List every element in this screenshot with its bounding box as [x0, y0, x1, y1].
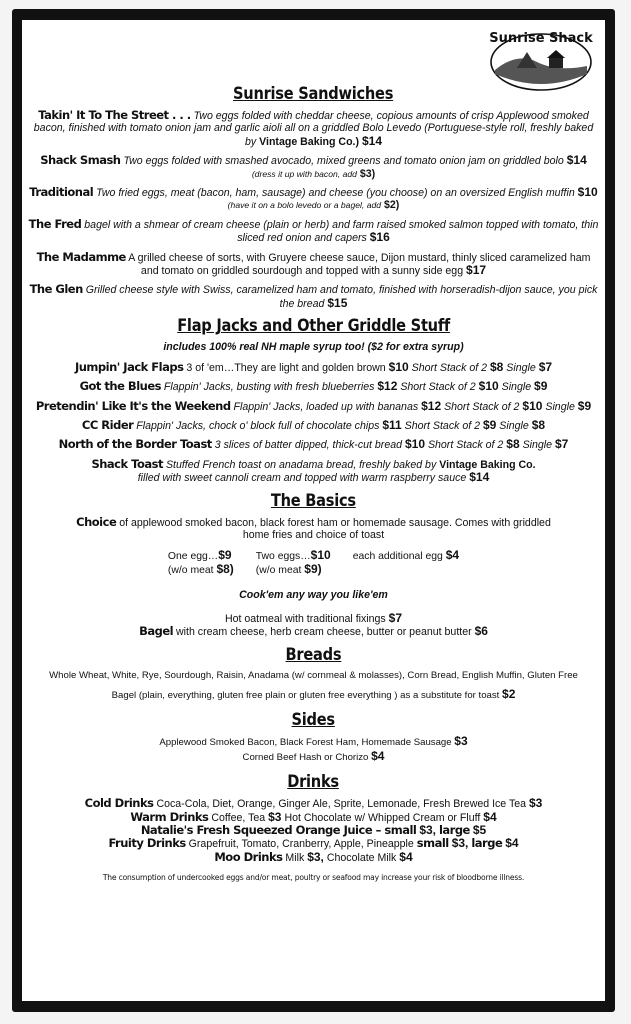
- griddle-subtitle: includes 100% real NH maple syrup too! ($2 for extra syrup): [163, 341, 464, 354]
- bagel-line: Bagel with cream cheese, herb cream cheese, butter or peanut butter $6: [139, 624, 488, 639]
- griddle-item: Shack Toast Stuffed French toast on anadama bread, freshly baked by Vintage Baking Co. filled with sweet cannoli cream and topped with warm raspberry sauce $14: [91, 456, 536, 485]
- sandwich-item: The Glen Grilled cheese style with Swiss, caramelized ham and tomato, finished with horseradish-dijon sauce, you pick the bread $15: [29, 282, 598, 310]
- drinks-oj: Natalie's Fresh Squeezed Orange Juice – small $3, large $5: [140, 823, 487, 837]
- breads-bagel: Bagel (plain, everything, gluten free plain or gluten free everything ) as a substitute for toast $2: [111, 686, 516, 701]
- sandwiches-title: Sunrise Sandwiches: [233, 84, 394, 104]
- griddle-item: CC Rider Flappin' Jacks, chock o' block full of chocolate chips $11 Short Stack of 2 $9 Single $8: [81, 417, 546, 432]
- griddle-item: Jumpin' Jack Flaps 3 of 'em…They are light and golden brown $10 Short Stack of 2 $8 Single $7: [74, 359, 553, 374]
- griddle-title: Flap Jacks and Other Griddle Stuff: [177, 316, 450, 337]
- breads-title: Breads: [285, 644, 342, 665]
- cook-line: Cook'em any way you like'em: [239, 589, 388, 602]
- sandwich-item: The Madamme A grilled cheese of sorts, with Gruyere cheese sauce, Dijon mustard, thinly sliced caramelized ham and tomato on griddled sourdough and topped with a sunny side egg $17: [36, 249, 591, 278]
- basics-title: The Basics: [271, 490, 356, 511]
- disclaimer: The consumption of undercooked eggs and/or meat, poultry or seafood may increase your risk of bloodborne illness.: [102, 873, 525, 883]
- drinks-fruity: Fruity Drinks Grapefruit, Tomato, Cranberry, Apple, Pineapple small $3, large $4: [108, 836, 519, 851]
- sides-title: Sides: [291, 710, 336, 731]
- drinks-warm: Warm Drinks Coffee, Tea $3 Hot Chocolate w/ Whipped Cream or Fluff $4: [130, 809, 497, 824]
- griddle-item: North of the Border Toast 3 slices of batter dipped, thick-cut bread $10 Short Stack of 2 $8 Single $7: [58, 437, 569, 452]
- sandwich-item: Takin' It To The Street . . . Two eggs folded with cheddar cheese, copious amounts of crisp Applewood smoked bacon, finished with tomato onion jam and garlic aioli all on a griddled Bolo Levedo (Portuguese-style roll, freshly baked by Vintage Baking Co.) $14: [33, 108, 594, 148]
- sandwich-item: Shack Smash Two eggs folded with smashed avocado, mixed greens and tomato onion jam on griddled bolo $14 (dress it up with bacon, add $3): [40, 153, 587, 180]
- drinks-title: Drinks: [287, 772, 340, 793]
- drinks-moo: Moo Drinks Milk $3, Chocolate Milk $4: [214, 849, 413, 864]
- svg-text:Sunrise Shack: Sunrise Shack: [489, 31, 593, 46]
- oatmeal-line: Hot oatmeal with traditional fixings $7: [224, 610, 403, 625]
- griddle-item: Got the Blues Flappin' Jacks, busting with fresh blueberries $12 Short Stack of 2 $10 Single $9: [79, 379, 548, 394]
- sides-line-1: Applewood Smoked Bacon, Black Forest Ham, Homemade Sausage $3: [159, 734, 468, 749]
- menu-content: [22, 84, 605, 885]
- drinks-cold: Cold Drinks Coca-Cola, Diet, Orange, Ginger Ale, Sprite, Lemonade, Fresh Brewed Ice Tea $3: [84, 796, 543, 811]
- basics-choice: Choice of applewood smoked bacon, black forest ham or homemade sausage. Comes with griddled home fries and choice of toast: [76, 514, 551, 541]
- sides-line-2: Corned Beef Hash or Chorizo $4: [242, 748, 385, 763]
- basics-prices: One egg…$9 (w/o meat $8) Two eggs…$10 (w/o meat $9) each additional egg $4: [167, 548, 460, 577]
- breads-list: Whole Wheat, White, Rye, Sourdough, Raisin, Anadama (w/ cornmeal & molasses), Corn Bread, English Muffin, Gluten Free: [49, 669, 578, 681]
- sandwich-item: The Fred bagel with a shmear of cream cheese (plain or herb) and farm raised smoked salmon topped with tomato, thin sliced red onion and capers $16: [28, 216, 599, 245]
- sandwich-item: Traditional Two fried eggs, meat (bacon, ham, sausage) and cheese (you choose) on an oversized English muffin $10 (have it on a bolo levedo or a bagel, add $2): [29, 185, 598, 212]
- griddle-item: Pretendin' Like It's the Weekend Flappin' Jacks, loaded up with bananas $12 Short Stack of 2 $10 Single $9: [35, 398, 592, 413]
